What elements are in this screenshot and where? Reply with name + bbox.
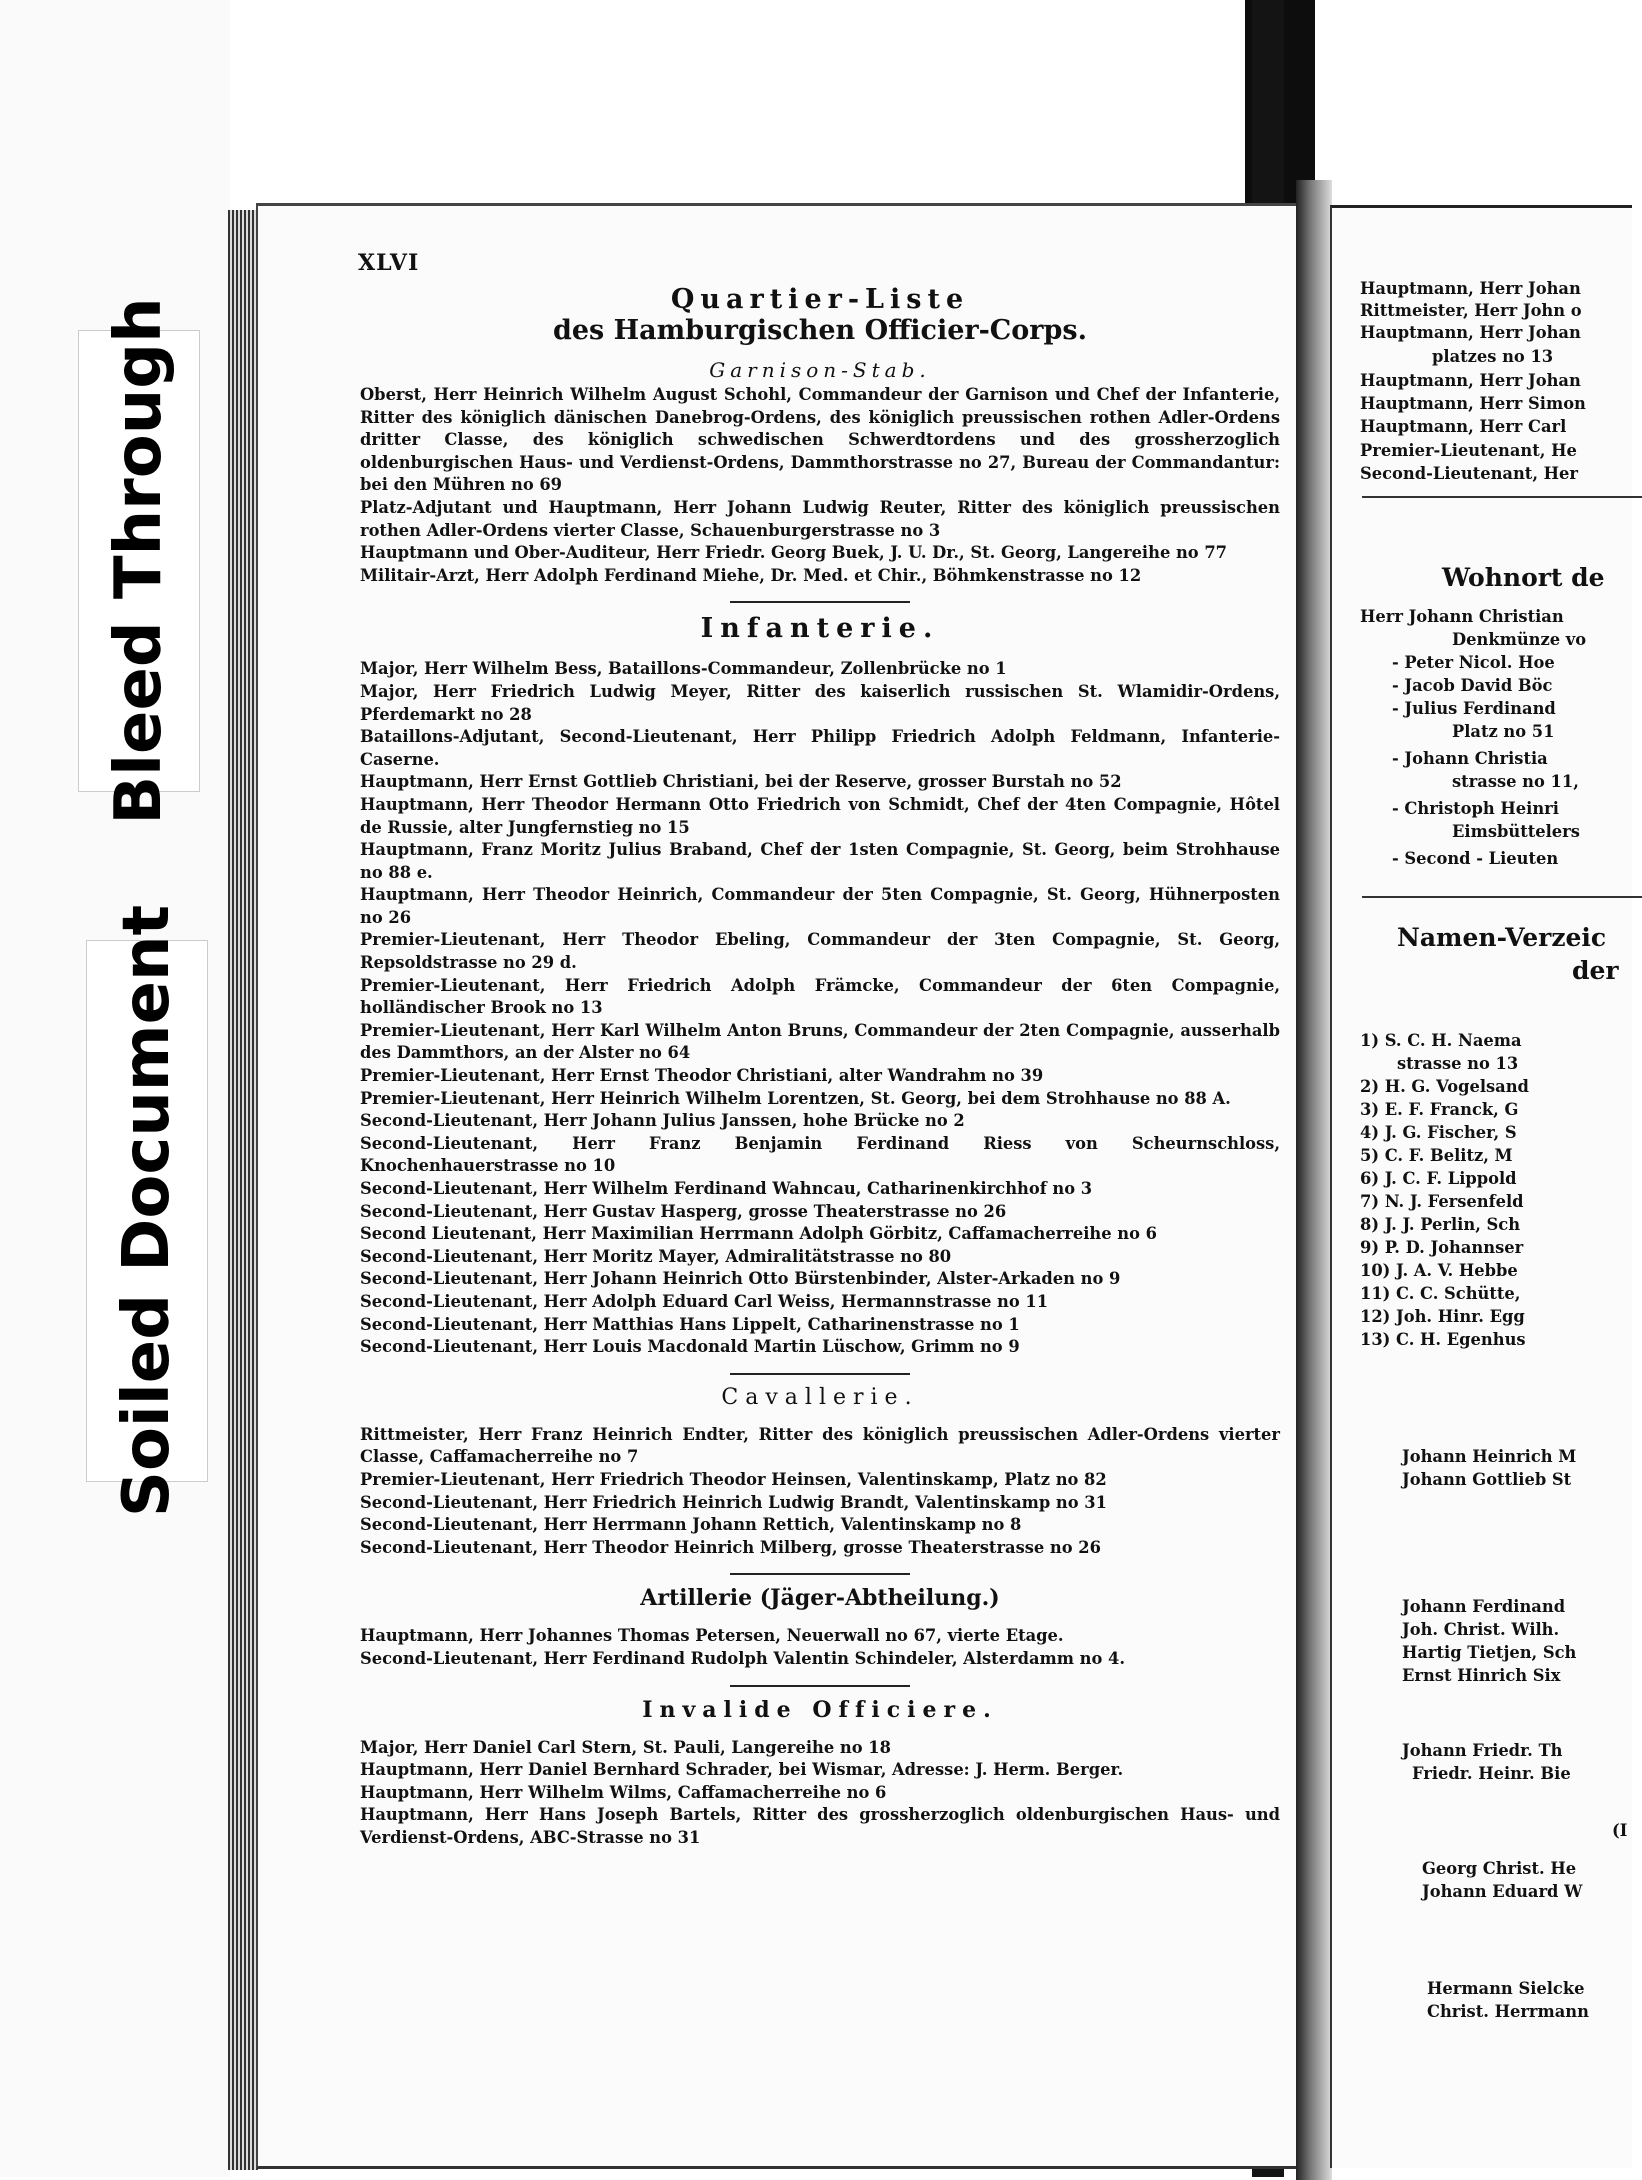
list-item: Hauptmann, Franz Moritz Julius Braband, Chef der 1sten Compagnie, St. Georg, beim Strohhause no 88 e. [360, 840, 1280, 882]
list-item: Militair-Arzt, Herr Adolph Ferdinand Miehe, Dr. Med. et Chir., Böhmkenstrasse no 12 [360, 565, 1142, 585]
list-item: Johann Friedr. Th [1402, 1741, 1563, 1760]
divider [730, 601, 910, 603]
list-item: Hauptmann, Herr Johan [1360, 323, 1581, 342]
invalide-list [360, 1737, 1280, 1850]
list-item: 3) E. F. Franck, G [1360, 1100, 1519, 1119]
list-item: Platz-Adjutant und Hauptmann, Herr Johann Ludwig Reuter, Ritter des königlich preussischen rothen Adler-Ordens vierter Classe, Schauenburgerstrasse no 3 [360, 497, 1280, 540]
list-item: Rittmeister, Herr Franz Heinrich Endter, Ritter des königlich preussischen Adler-Ordens vierter Classe, Caffamacherreihe no 7 [360, 1424, 1280, 1467]
list-item: Hauptmann, Herr Daniel Bernhard Schrader, bei Wismar, Adresse: J. Herm. Berger. [360, 1760, 1124, 1780]
divider [1362, 496, 1642, 498]
list-item: Hauptmann und Ober-Auditeur, Herr Friedr. Georg Buek, J. U. Dr., St. Georg, Langereihe no 77 [360, 543, 1227, 563]
list-item: Second-Lieutenant, Herr Johann Heinrich Otto Bürstenbinder, Alster-Arkaden no 9 [360, 1269, 1121, 1289]
list-item: Hauptmann, Herr Hans Joseph Bartels, Ritter des grossherzoglich oldenburgischen Haus- und Verdienst-Ordens, ABC-Strasse no 31 [360, 1805, 1280, 1847]
list-item: - Jacob David Böc [1392, 676, 1553, 695]
list-item: Major, Herr Daniel Carl Stern, St. Pauli, Langereihe no 18 [360, 1737, 891, 1757]
section-heading-namen: Namen-Verzeic [1397, 923, 1607, 952]
list-item: Premier-Lieutenant, Herr Heinrich Wilhelm Lorentzen, St. Georg, bei dem Strohhause no 88 A. [360, 1088, 1231, 1108]
list-item: Second-Lieutenant, Herr Louis Macdonald Martin Lüschow, Grimm no 9 [360, 1337, 1020, 1357]
list-item: - Peter Nicol. Hoe [1392, 653, 1555, 672]
page-title: Quartier-Liste [670, 284, 970, 315]
soiled-document-text: Soiled Document [110, 904, 184, 1518]
list-item: Denkmünze vo [1452, 630, 1587, 649]
list-item: Johann Gottlieb St [1402, 1470, 1572, 1489]
list-item: 13) C. H. Egenhus [1360, 1330, 1526, 1349]
section-heading-invalide: Invalide Officiere. [642, 1696, 998, 1723]
list-item: Hauptmann, Herr Johan [1360, 371, 1581, 390]
list-item: Hauptmann, Herr Wilhelm Wilms, Caffamacherreihe no 6 [360, 1782, 887, 1802]
list-item: Second-Lieutenant, Herr Johann Julius Janssen, hohe Brücke no 2 [360, 1111, 965, 1131]
list-item: Second-Lieutenant, Herr Adolph Eduard Carl Weiss, Hermannstrasse no 11 [360, 1291, 1049, 1311]
section-subheading: der [1572, 956, 1619, 985]
list-item: platzes no 13 [1432, 347, 1554, 366]
list-item: Second-Lieutenant, Herr Ferdinand Rudolph Valentin Schindeler, Alsterdamm no 4. [360, 1648, 1126, 1668]
section-heading-garrison: Garnison-Stab. [709, 358, 931, 382]
page-number: XLVI [358, 250, 420, 276]
page-subtitle: des Hamburgischen Officier-Corps. [552, 315, 1088, 346]
list-item: Johann Eduard W [1422, 1882, 1583, 1901]
list-item: Major, Herr Wilhelm Bess, Bataillons-Commandeur, Zollenbrücke no 1 [360, 659, 1007, 679]
page-stack-edge [228, 210, 258, 2170]
artillerie-list [360, 1625, 1280, 1670]
left-page [256, 203, 1308, 2169]
list-item: Christ. Herrmann [1427, 2002, 1589, 2021]
list-item: Second-Lieutenant, Herr Theodor Heinrich Milberg, grosse Theaterstrasse no 26 [360, 1537, 1101, 1557]
list-item: Hermann Sielcke [1427, 1979, 1585, 1998]
list-item: Second-Lieutenant, Herr Herrmann Johann Rettich, Valentinskamp no 8 [360, 1515, 1022, 1535]
divider [730, 1573, 910, 1575]
list-item: 9) P. D. Johannser [1360, 1238, 1524, 1257]
list-item: 7) N. J. Fersenfeld [1360, 1192, 1524, 1211]
divider [730, 1685, 910, 1687]
list-item: - Christoph Heinri [1392, 799, 1559, 818]
list-item: 4) J. G. Fischer, S [1360, 1123, 1517, 1142]
list-item: 1) S. C. H. Naema [1360, 1031, 1522, 1050]
list-item: Hauptmann, Herr Simon [1360, 394, 1586, 413]
infanterie-list [360, 658, 1280, 1358]
list-item: - Julius Ferdinand [1392, 699, 1556, 718]
list-item: strasse no 11, [1452, 772, 1579, 791]
list-item: Johann Ferdinand [1402, 1597, 1566, 1616]
list-item: Joh. Christ. Wilh. [1402, 1620, 1560, 1639]
list-item: 12) Joh. Hinr. Egg [1360, 1307, 1525, 1326]
list-item: Hartig Tietjen, Sch [1402, 1643, 1577, 1662]
list-item: Second-Lieutenant, Herr Moritz Mayer, Admiralitätstrasse no 80 [360, 1246, 952, 1266]
list-item: Hauptmann, Herr Theodor Heinrich, Commandeur der 5ten Compagnie, St. Georg, Hühnerposten no 26 [360, 885, 1280, 927]
list-item: Johann Heinrich M [1402, 1447, 1577, 1466]
list-item: Hauptmann, Herr Johannes Thomas Petersen, Neuerwall no 67, vierte Etage. [360, 1626, 1064, 1646]
list-item: Rittmeister, Herr John o [1360, 301, 1582, 320]
list-item: Oberst, Herr Heinrich Wilhelm August Schohl, Commandeur der Garnison und Chef der Infanterie, Ritter des königlich dänischen Danebrog-Ordens, des königlich preussischen rothen Adler-Ordens dritter Classe, des königlich schwedischen Schwerdtordens und des grossherzoglich oldenburgischen Haus- und Verdienst-Ordens, Dammthorstrasse no 27, Bureau der Commandantur: bei den Mühren no 69 [360, 385, 1280, 495]
list-item: Second-Lieutenant, Her [1360, 464, 1578, 483]
list-item: 5) C. F. Belitz, M [1360, 1146, 1513, 1165]
list-item: 2) H. G. Vogelsand [1360, 1077, 1529, 1096]
bleed-through-label [78, 297, 200, 825]
list-item: Premier-Lieutenant, Herr Friedrich Adolph Främcke, Commandeur der 6ten Compagnie, holländischer Brook no 13 [360, 975, 1280, 1018]
list-item: - Second - Lieuten [1392, 849, 1559, 868]
list-item: Second-Lieutenant, Herr Friedrich Heinrich Ludwig Brandt, Valentinskamp no 31 [360, 1492, 1107, 1512]
soiled-document-label [86, 904, 208, 1518]
section-heading-infanterie: Infanterie. [700, 613, 940, 645]
list-item: Premier-Lieutenant, Herr Friedrich Theodor Heinsen, Valentinskamp, Platz no 82 [360, 1469, 1107, 1489]
list-item: Platz no 51 [1452, 722, 1555, 741]
cavallerie-list [360, 1424, 1280, 1560]
divider [730, 1373, 910, 1375]
list-item: 6) J. C. F. Lippold [1360, 1169, 1517, 1188]
list-item: Second-Lieutenant, Herr Franz Benjamin Ferdinand Riess von Scheurnschloss, Knochenhauerstrasse no 10 [360, 1133, 1280, 1176]
right-page-fragment [1330, 205, 1632, 2168]
list-item: 11) C. C. Schütte, [1360, 1284, 1521, 1303]
list-item: Hauptmann, Herr Carl [1360, 417, 1567, 436]
list-item: Second-Lieutenant, Herr Wilhelm Ferdinand Wahncau, Catharinenkirchhof no 3 [360, 1179, 1093, 1198]
book-gutter [1296, 180, 1332, 2180]
section-heading-cavallerie: Cavallerie. [721, 1384, 919, 1410]
list-item: Second-Lieutenant, Herr Gustav Hasperg, grosse Theaterstrasse no 26 [360, 1201, 1007, 1221]
list-item: Premier-Lieutenant, Herr Theodor Ebeling, Commandeur der 3ten Compagnie, St. Georg, Repsoldstrasse no 29 d. [360, 930, 1280, 973]
list-item: Premier-Lieutenant, Herr Karl Wilhelm Anton Bruns, Commandeur der 2ten Compagnie, ausserhalb des Dammthors, an der Alster no 64 [360, 1020, 1280, 1063]
garrison-list [360, 384, 1280, 587]
list-item: - Johann Christia [1392, 749, 1548, 768]
list-item: Hauptmann, Herr Ernst Gottlieb Christiani, bei der Reserve, grosser Burstah no 52 [360, 772, 1122, 792]
list-item: strasse no 13 [1397, 1054, 1519, 1073]
list-item: (I [1612, 1821, 1628, 1840]
page-content [360, 236, 1280, 1849]
list-item: Georg Christ. He [1422, 1859, 1577, 1878]
list-item: Second-Lieutenant, Herr Matthias Hans Lippelt, Catharinenstrasse no 1 [360, 1314, 1020, 1334]
list-item: Premier-Lieutenant, Herr Ernst Theodor Christiani, alter Wandrahm no 39 [360, 1066, 1044, 1086]
bleed-through-text: Bleed Through [102, 297, 176, 825]
section-heading-artillerie: Artillerie (Jäger-Abtheilung.) [640, 1585, 1000, 1612]
list-item: 10) J. A. V. Hebbe [1360, 1261, 1518, 1280]
list-item: Major, Herr Friedrich Ludwig Meyer, Ritter des kaiserlich russischen St. Wlamidir-Ordens, Pferdemarkt no 28 [360, 681, 1280, 724]
list-item: Second Lieutenant, Herr Maximilian Herrmann Adolph Görbitz, Caffamacherreihe no 6 [360, 1224, 1157, 1244]
list-item: Premier-Lieutenant, He [1360, 441, 1577, 460]
list-item: Bataillons-Adjutant, Second-Lieutenant, Herr Philipp Friedrich Adolph Feldmann, Infanterie-Caserne. [360, 727, 1280, 769]
list-item: Herr Johann Christian [1360, 607, 1564, 626]
list-item: 8) J. J. Perlin, Sch [1360, 1215, 1521, 1234]
list-item: Ernst Hinrich Six [1402, 1666, 1561, 1685]
section-heading-wohnort: Wohnort de [1442, 563, 1605, 592]
list-item: Hauptmann, Herr Theodor Hermann Otto Friedrich von Schmidt, Chef der 4ten Compagnie, Hôtel de Russie, alter Jungfernstieg no 15 [360, 794, 1280, 837]
list-item: Eimsbüttelers [1452, 822, 1580, 841]
list-item: Hauptmann, Herr Johan [1360, 279, 1581, 298]
list-item: Friedr. Heinr. Bie [1412, 1764, 1571, 1783]
divider [1362, 896, 1642, 898]
